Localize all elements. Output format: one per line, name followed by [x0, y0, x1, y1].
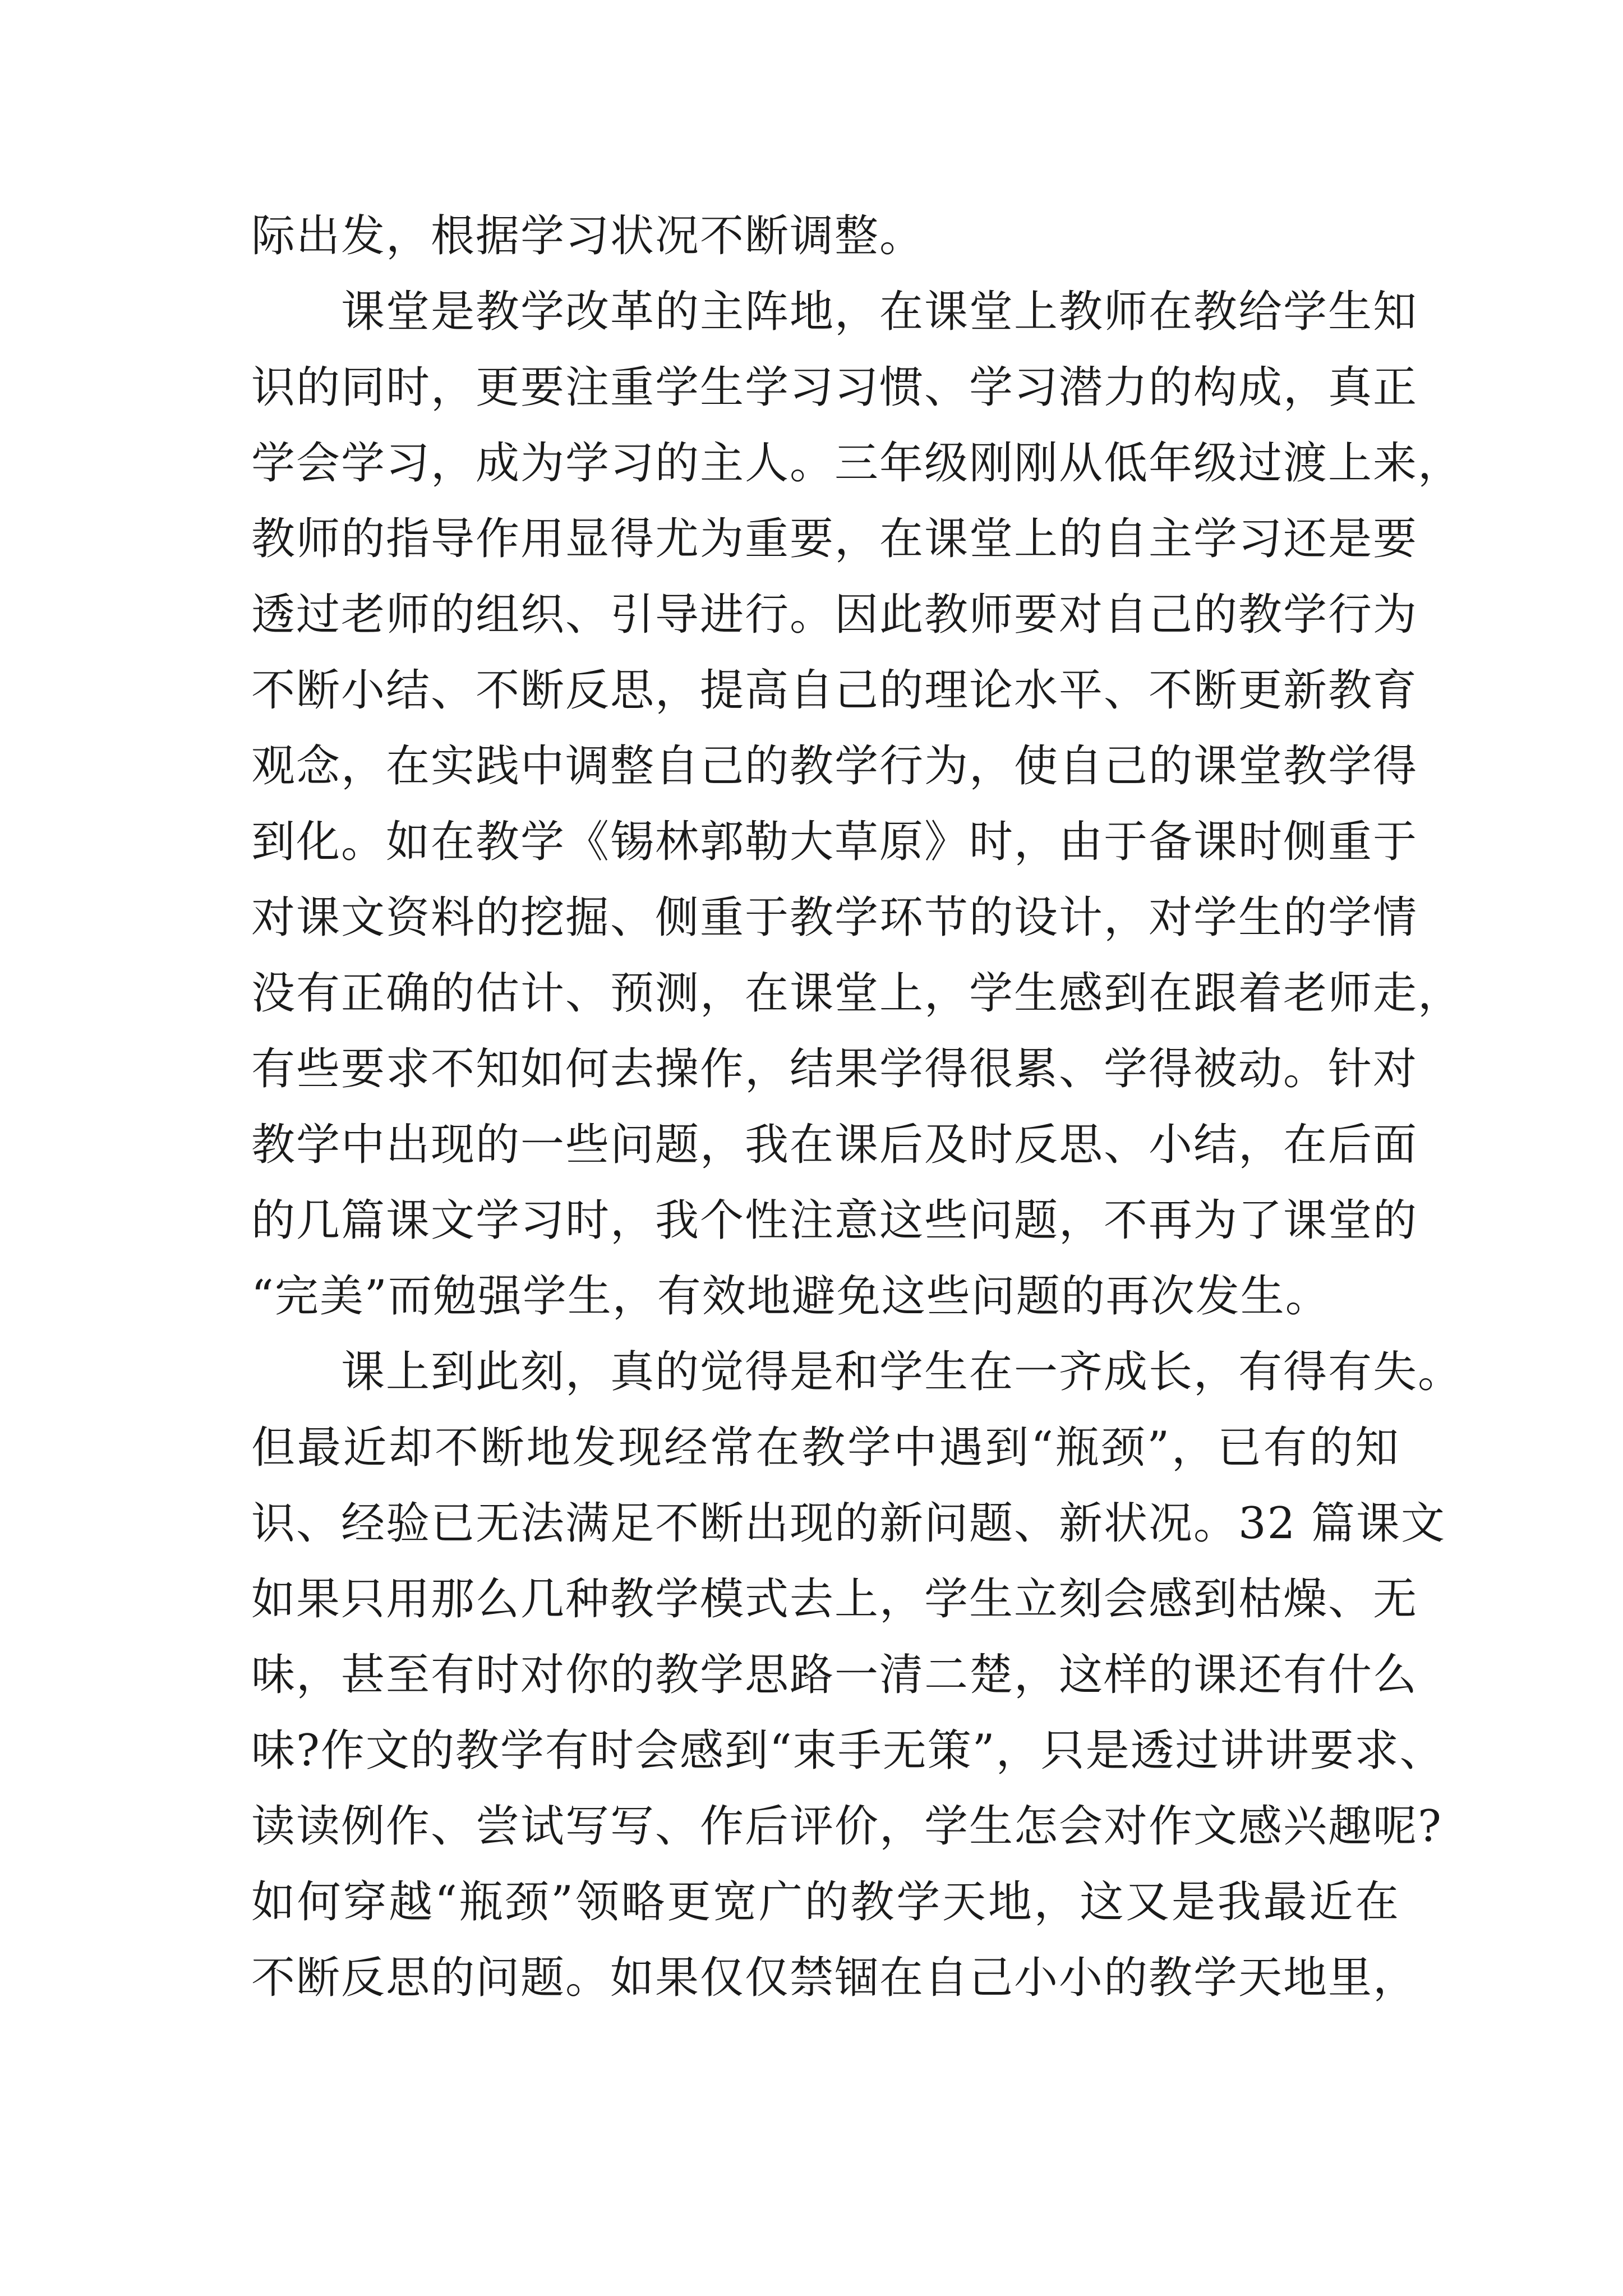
body-text: [251, 199, 1463, 2016]
text-line: 教师的指导作用显得尤为重要，在课堂上的自主学习还是要: [251, 514, 1418, 564]
text-line: 透过老师的组织、引导进行。因此教师要对自己的教学行为: [251, 590, 1418, 640]
text-line: 课堂是教学改革的主阵地，在课堂上教师在教给学生知: [251, 287, 1418, 337]
text-line: 味，甚至有时对你的教学思路一清二楚，这样的课还有什么: [251, 1650, 1418, 1700]
text-line: 没有正确的估计、预测，在课堂上，学生感到在跟着老师走，: [251, 968, 1463, 1019]
text-line: 识、经验已无法满足不断出现的新问题、新状况。32 篇课文: [251, 1498, 1446, 1549]
text-line: 到化。如在教学《锡林郭勒大草原》时，由于备课时侧重于: [251, 817, 1418, 867]
text-line: 课上到此刻，真的觉得是和学生在一齐成长，有得有失。: [251, 1347, 1463, 1397]
text-line: 对课文资料的挖掘、侧重于教学环节的设计，对学生的学情: [251, 892, 1418, 943]
text-line: 的几篇课文学习时，我个性注意这些问题，不再为了课堂的: [251, 1195, 1418, 1246]
text-line: 不断小结、不断反思，提高自己的理论水平、不断更新教育: [251, 665, 1418, 716]
text-line: 如果只用那么几种教学模式去上，学生立刻会感到枯燥、无: [251, 1574, 1418, 1625]
text-line: 不断反思的问题。如果仅仅禁锢在自己小小的教学天地里，: [251, 1953, 1418, 2003]
text-line: 读读例作、尝试写写、作后评价，学生怎会对作文感兴趣呢?: [251, 1801, 1442, 1852]
text-line: 味?作文的教学有时会感到“束手无策”，只是透过讲讲要求、: [251, 1726, 1445, 1776]
text-line: 识的同时，更要注重学生学习习惯、学习潜力的构成，真正: [251, 362, 1418, 413]
text-line: 际出发，根据学习状况不断调整。: [251, 211, 925, 261]
text-line: “完美”而勉强学生，有效地避免这些问题的再次发生。: [251, 1271, 1330, 1322]
text-line: 如何穿越“瓶颈”领略更宽广的教学天地，这又是我最近在: [251, 1877, 1400, 1927]
text-line: 但最近却不断地发现经常在教学中遇到“瓶颈”，已有的知: [251, 1423, 1400, 1473]
text-line: 有些要求不知如何去操作，结果学得很累、学得被动。针对: [251, 1044, 1418, 1094]
text-line: 学会学习，成为学习的主人。三年级刚刚从低年级过渡上来，: [251, 438, 1463, 489]
text-line: 观念，在实践中调整自己的教学行为，使自己的课堂教学得: [251, 741, 1418, 792]
text-line: 教学中出现的一些问题，我在课后及时反思、小结，在后面: [251, 1120, 1418, 1170]
